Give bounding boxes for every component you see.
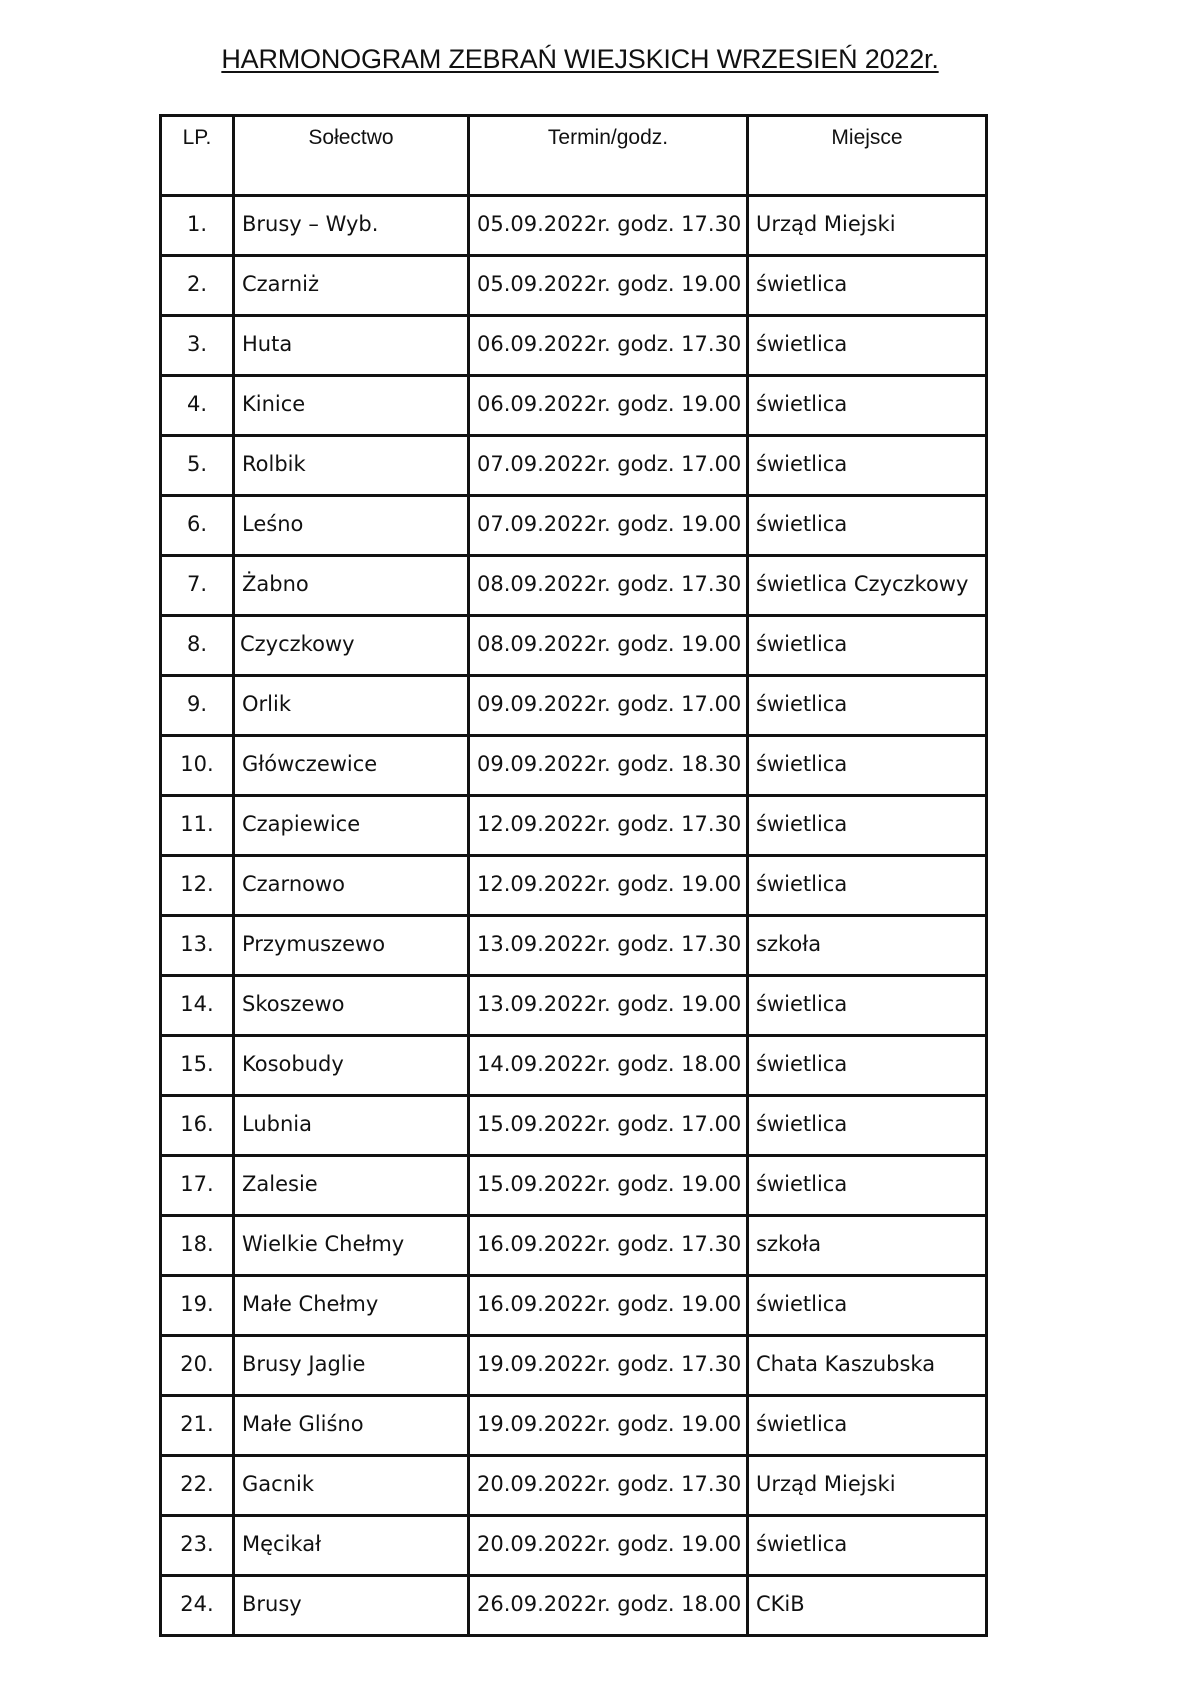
cell-solectwo: Czyczkowy	[234, 616, 469, 676]
table-row	[161, 316, 987, 376]
cell-miejsce: CKiB	[748, 1576, 987, 1636]
cell-termin: 16.09.2022r. godz. 19.00	[469, 1276, 748, 1336]
cell-miejsce: świetlica	[748, 1096, 987, 1156]
cell-solectwo: Małe Chełmy	[234, 1276, 469, 1336]
cell-lp: 9.	[161, 676, 234, 736]
table-row	[161, 1036, 987, 1096]
cell-termin: 12.09.2022r. godz. 17.30	[469, 796, 748, 856]
cell-miejsce: Urząd Miejski	[748, 1456, 987, 1516]
schedule-table	[159, 114, 988, 1637]
cell-miejsce: świetlica	[748, 316, 987, 376]
cell-solectwo: Przymuszewo	[234, 916, 469, 976]
table-row	[161, 856, 987, 916]
cell-miejsce: świetlica	[748, 436, 987, 496]
cell-solectwo: Czapiewice	[234, 796, 469, 856]
cell-miejsce: świetlica	[748, 1036, 987, 1096]
cell-lp: 7.	[161, 556, 234, 616]
cell-termin: 26.09.2022r. godz. 18.00	[469, 1576, 748, 1636]
header-miejsce: Miejsce	[748, 116, 987, 196]
header-termin: Termin/godz.	[469, 116, 748, 196]
cell-miejsce: szkoła	[748, 1216, 987, 1276]
table-row	[161, 1156, 987, 1216]
table-row	[161, 1276, 987, 1336]
cell-miejsce: świetlica	[748, 1276, 987, 1336]
cell-lp: 3.	[161, 316, 234, 376]
cell-termin: 13.09.2022r. godz. 19.00	[469, 976, 748, 1036]
header-row	[161, 116, 987, 196]
cell-solectwo: Brusy – Wyb.	[234, 196, 469, 256]
table-row	[161, 676, 987, 736]
cell-lp: 8.	[161, 616, 234, 676]
cell-lp: 11.	[161, 796, 234, 856]
table-row	[161, 436, 987, 496]
cell-miejsce: świetlica	[748, 616, 987, 676]
table-row	[161, 556, 987, 616]
table-row	[161, 1216, 987, 1276]
table-row	[161, 1516, 987, 1576]
cell-solectwo: Wielkie Chełmy	[234, 1216, 469, 1276]
cell-termin: 20.09.2022r. godz. 19.00	[469, 1516, 748, 1576]
cell-lp: 22.	[161, 1456, 234, 1516]
cell-solectwo: Brusy Jaglie	[234, 1336, 469, 1396]
cell-miejsce: szkoła	[748, 916, 987, 976]
cell-lp: 2.	[161, 256, 234, 316]
cell-lp: 6.	[161, 496, 234, 556]
cell-miejsce: świetlica	[748, 496, 987, 556]
cell-lp: 12.	[161, 856, 234, 916]
cell-lp: 18.	[161, 1216, 234, 1276]
table-row	[161, 1576, 987, 1636]
cell-termin: 07.09.2022r. godz. 19.00	[469, 496, 748, 556]
cell-termin: 19.09.2022r. godz. 19.00	[469, 1396, 748, 1456]
cell-termin: 05.09.2022r. godz. 17.30	[469, 196, 748, 256]
table-row	[161, 376, 987, 436]
table-row	[161, 256, 987, 316]
cell-termin: 09.09.2022r. godz. 18.30	[469, 736, 748, 796]
cell-miejsce: świetlica	[748, 1516, 987, 1576]
document-title: HARMONOGRAM ZEBRAŃ WIEJSKICH WRZESIEŃ 2022r.	[221, 44, 939, 74]
table-body	[161, 196, 987, 1636]
table-row	[161, 1396, 987, 1456]
cell-solectwo: Czarniż	[234, 256, 469, 316]
cell-solectwo: Kinice	[234, 376, 469, 436]
cell-miejsce: świetlica	[748, 856, 987, 916]
header-solectwo: Sołectwo	[234, 116, 469, 196]
cell-solectwo: Zalesie	[234, 1156, 469, 1216]
cell-miejsce: Chata Kaszubska	[748, 1336, 987, 1396]
cell-solectwo: Rolbik	[234, 436, 469, 496]
table-row	[161, 736, 987, 796]
cell-miejsce: świetlica	[748, 676, 987, 736]
cell-termin: 13.09.2022r. godz. 17.30	[469, 916, 748, 976]
cell-termin: 12.09.2022r. godz. 19.00	[469, 856, 748, 916]
table-row	[161, 976, 987, 1036]
cell-solectwo: Huta	[234, 316, 469, 376]
table-row	[161, 1456, 987, 1516]
cell-termin: 09.09.2022r. godz. 17.00	[469, 676, 748, 736]
cell-miejsce: świetlica	[748, 1396, 987, 1456]
table-row	[161, 616, 987, 676]
cell-lp: 17.	[161, 1156, 234, 1216]
cell-termin: 06.09.2022r. godz. 19.00	[469, 376, 748, 436]
cell-solectwo: Kosobudy	[234, 1036, 469, 1096]
cell-solectwo: Orlik	[234, 676, 469, 736]
cell-lp: 20.	[161, 1336, 234, 1396]
cell-termin: 19.09.2022r. godz. 17.30	[469, 1336, 748, 1396]
cell-solectwo: Małe Gliśno	[234, 1396, 469, 1456]
cell-termin: 07.09.2022r. godz. 17.00	[469, 436, 748, 496]
cell-lp: 23.	[161, 1516, 234, 1576]
cell-termin: 06.09.2022r. godz. 17.30	[469, 316, 748, 376]
table-row	[161, 496, 987, 556]
cell-solectwo: Skoszewo	[234, 976, 469, 1036]
cell-termin: 05.09.2022r. godz. 19.00	[469, 256, 748, 316]
table-row	[161, 1096, 987, 1156]
cell-miejsce: świetlica Czyczkowy	[748, 556, 987, 616]
cell-solectwo: Główczewice	[234, 736, 469, 796]
cell-termin: 15.09.2022r. godz. 19.00	[469, 1156, 748, 1216]
header-lp: LP.	[161, 116, 234, 196]
cell-lp: 4.	[161, 376, 234, 436]
cell-lp: 10.	[161, 736, 234, 796]
cell-solectwo: Żabno	[234, 556, 469, 616]
cell-miejsce: świetlica	[748, 796, 987, 856]
cell-solectwo: Lubnia	[234, 1096, 469, 1156]
table-row	[161, 796, 987, 856]
cell-lp: 5.	[161, 436, 234, 496]
cell-termin: 20.09.2022r. godz. 17.30	[469, 1456, 748, 1516]
cell-miejsce: świetlica	[748, 976, 987, 1036]
cell-termin: 08.09.2022r. godz. 19.00	[469, 616, 748, 676]
table-row	[161, 1336, 987, 1396]
cell-lp: 15.	[161, 1036, 234, 1096]
cell-solectwo: Gacnik	[234, 1456, 469, 1516]
cell-miejsce: świetlica	[748, 1156, 987, 1216]
cell-solectwo: Brusy	[234, 1576, 469, 1636]
cell-miejsce: świetlica	[748, 376, 987, 436]
cell-miejsce: świetlica	[748, 256, 987, 316]
cell-lp: 24.	[161, 1576, 234, 1636]
cell-solectwo: Męcikał	[234, 1516, 469, 1576]
cell-lp: 16.	[161, 1096, 234, 1156]
table-row	[161, 196, 987, 256]
cell-termin: 15.09.2022r. godz. 17.00	[469, 1096, 748, 1156]
cell-lp: 14.	[161, 976, 234, 1036]
cell-lp: 21.	[161, 1396, 234, 1456]
cell-lp: 1.	[161, 196, 234, 256]
table-row	[161, 916, 987, 976]
cell-termin: 08.09.2022r. godz. 17.30	[469, 556, 748, 616]
cell-solectwo: Leśno	[234, 496, 469, 556]
cell-solectwo: Czarnowo	[234, 856, 469, 916]
cell-lp: 19.	[161, 1276, 234, 1336]
cell-termin: 16.09.2022r. godz. 17.30	[469, 1216, 748, 1276]
cell-miejsce: Urząd Miejski	[748, 196, 987, 256]
cell-lp: 13.	[161, 916, 234, 976]
table-header	[161, 116, 987, 196]
cell-termin: 14.09.2022r. godz. 18.00	[469, 1036, 748, 1096]
cell-miejsce: świetlica	[748, 736, 987, 796]
